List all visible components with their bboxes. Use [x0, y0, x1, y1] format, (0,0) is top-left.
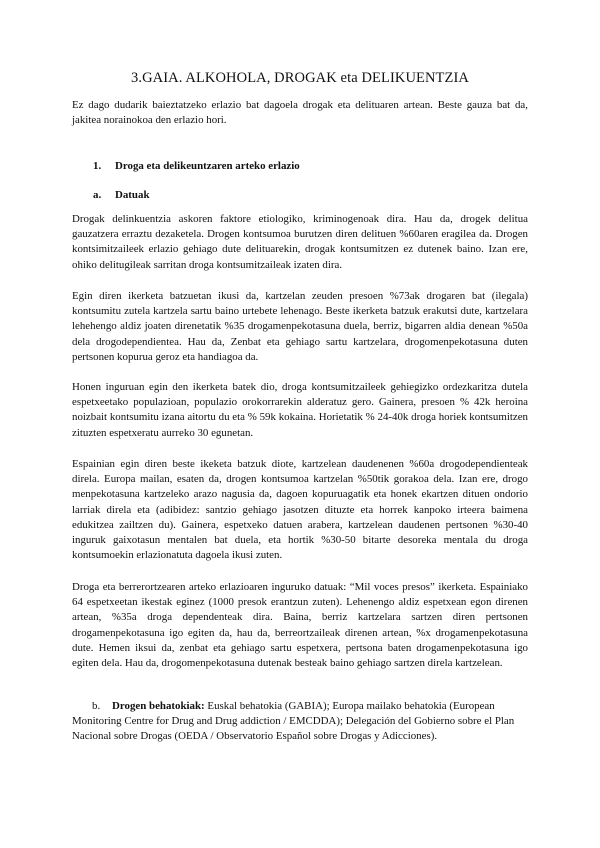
subsection-a-heading: [93, 188, 150, 203]
subsection-b-text: Euskal behatokia (GABIA); Europa mailako behatokia (European Monitoring Centre for Drug and Drug addiction / EMCDDA); Delegación del Gobierno sobre el Plan Nacional sobre Drogas (OEDA / Observatorio Español sobre Drogas y Adicciones).: [72, 700, 515, 743]
subsection-a-number: a.: [93, 189, 102, 201]
body-paragraph-5: Droga eta berrerortzearen arteko erlazioaren inguruko datuak: “Mil voces presos” ikerketa. Espainiako 64 espetxeetan ikestak eginez (1000 presok erantzun zuten). Lehenengo aldiz espetxean egon direnen artean, %35a droga dependenteak dira. Baina, berriz kartzelara sartzen diren pertsonen drogamenpekotasuna igo egiten da, hau da, berreortzaileak direnen artean, %x drogamenpekotasuna dute. Hemen iksui da, zenbat eta gehiago sartu espetxera, pertsona baten drogamenpekotasuna igo egiten dela. Hau da, drogomenpekotasuna dutenak besteak baino gehiago sartzen direla kartzelean.: [72, 581, 528, 670]
subsection-b-label: Drogen behatokiak:: [112, 700, 205, 712]
section-1-number: 1.: [93, 160, 102, 172]
body-paragraph-1: Drogak delinkuentzia askoren faktore etiologiko, kriminogenoak dira. Hau da, drogek delitua gauzatzera erraztu dezaketela. Drogen kontsumoa burutzen diren delituen %60aren eragilea da. Drogen kontsimitzaileek erlazio gehiago dute delituarekin, drogak kontsumitzen ez dutenek baino. Izan ere, ohiko delitugileak sarritan droga kontsumitzaileak izaten dira.: [72, 213, 528, 271]
document-title: 3.GAIA. ALKOHOLA, DROGAK eta DELIKUENTZIA: [131, 70, 469, 86]
body-paragraph-2: Egin diren ikerketa batzuetan ikusi da, kartzelan zeuden presoen %73ak drogaren bat (ilegala) kontsumitu zutela kartzela sartu baino urtebete lehenago. Beste ikerketa batzuk erakutsi dute, kartzelara lehehengo aldiz joaten direnetatik %35 drogamenpekotasuna duela, berriz, bigarren aldia denean %50a dela drogodependientea. Hau da, Zenbat eta gehiago sartu kartzelara, drogomenpekotasuna duten pertsonen kopurua geroz eta handiagoa da.: [72, 290, 528, 363]
body-paragraph-4: Espainian egin diren beste ikeketa batzuk diote, kartzelean daudenenen %60a drogodependienteak direla. Europa mailan, esaten da, drogen kontsumoa kartzelan %50tik gorakoa dela. Izan ere, drogo menpekotasuna kartzeleko arazo nagusia da, dagoen kopuruagatik eta honek ekartzen dituen ondorio larriak direla eta (adibidez: santzio gehiago jasotzen dituzte eta horrek kanpoko irteera baimena edukitzea zailtzen du). Gainera, espetxeko datuen arabera, kartzelean daudenen pertsonen %30-40 inguruk gaixotasun mentalen bat duela, eta hortik %30-50 bitarte desoreka mentala du droga kontsumoekin erlazionatuta dagoela ikusi zuten.: [72, 458, 528, 562]
subsection-b-paragraph: [72, 699, 528, 745]
subsection-b-number: b.: [92, 700, 101, 712]
section-1-title: Droga eta delikeuntzaren arteko erlazio: [115, 160, 300, 172]
body-paragraph-3: Honen inguruan egin den ikerketa batek dio, droga kontsumitzaileek gehiegizko ordezkaritza dutela espetxeetako populazioan, populazio orokorrarekin alderatuz gero. Gainera, presoen % 42k heroina noizbait kontsumitu izana aitortu du eta % 59k kokaina. Horietatik % 24-40k droga horiek kontsumitzen zituzten espetxeratu aurreko 30 egunetan.: [72, 381, 528, 439]
intro-paragraph: Ez dago dudarik baieztatzeko erlazio bat dagoela drogak eta delituaren artean. Beste gauza bat da, jakitea norainokoa den erlazio hori.: [72, 99, 528, 127]
subsection-a-title: Datuak: [115, 189, 150, 201]
section-1-heading: [93, 159, 300, 174]
